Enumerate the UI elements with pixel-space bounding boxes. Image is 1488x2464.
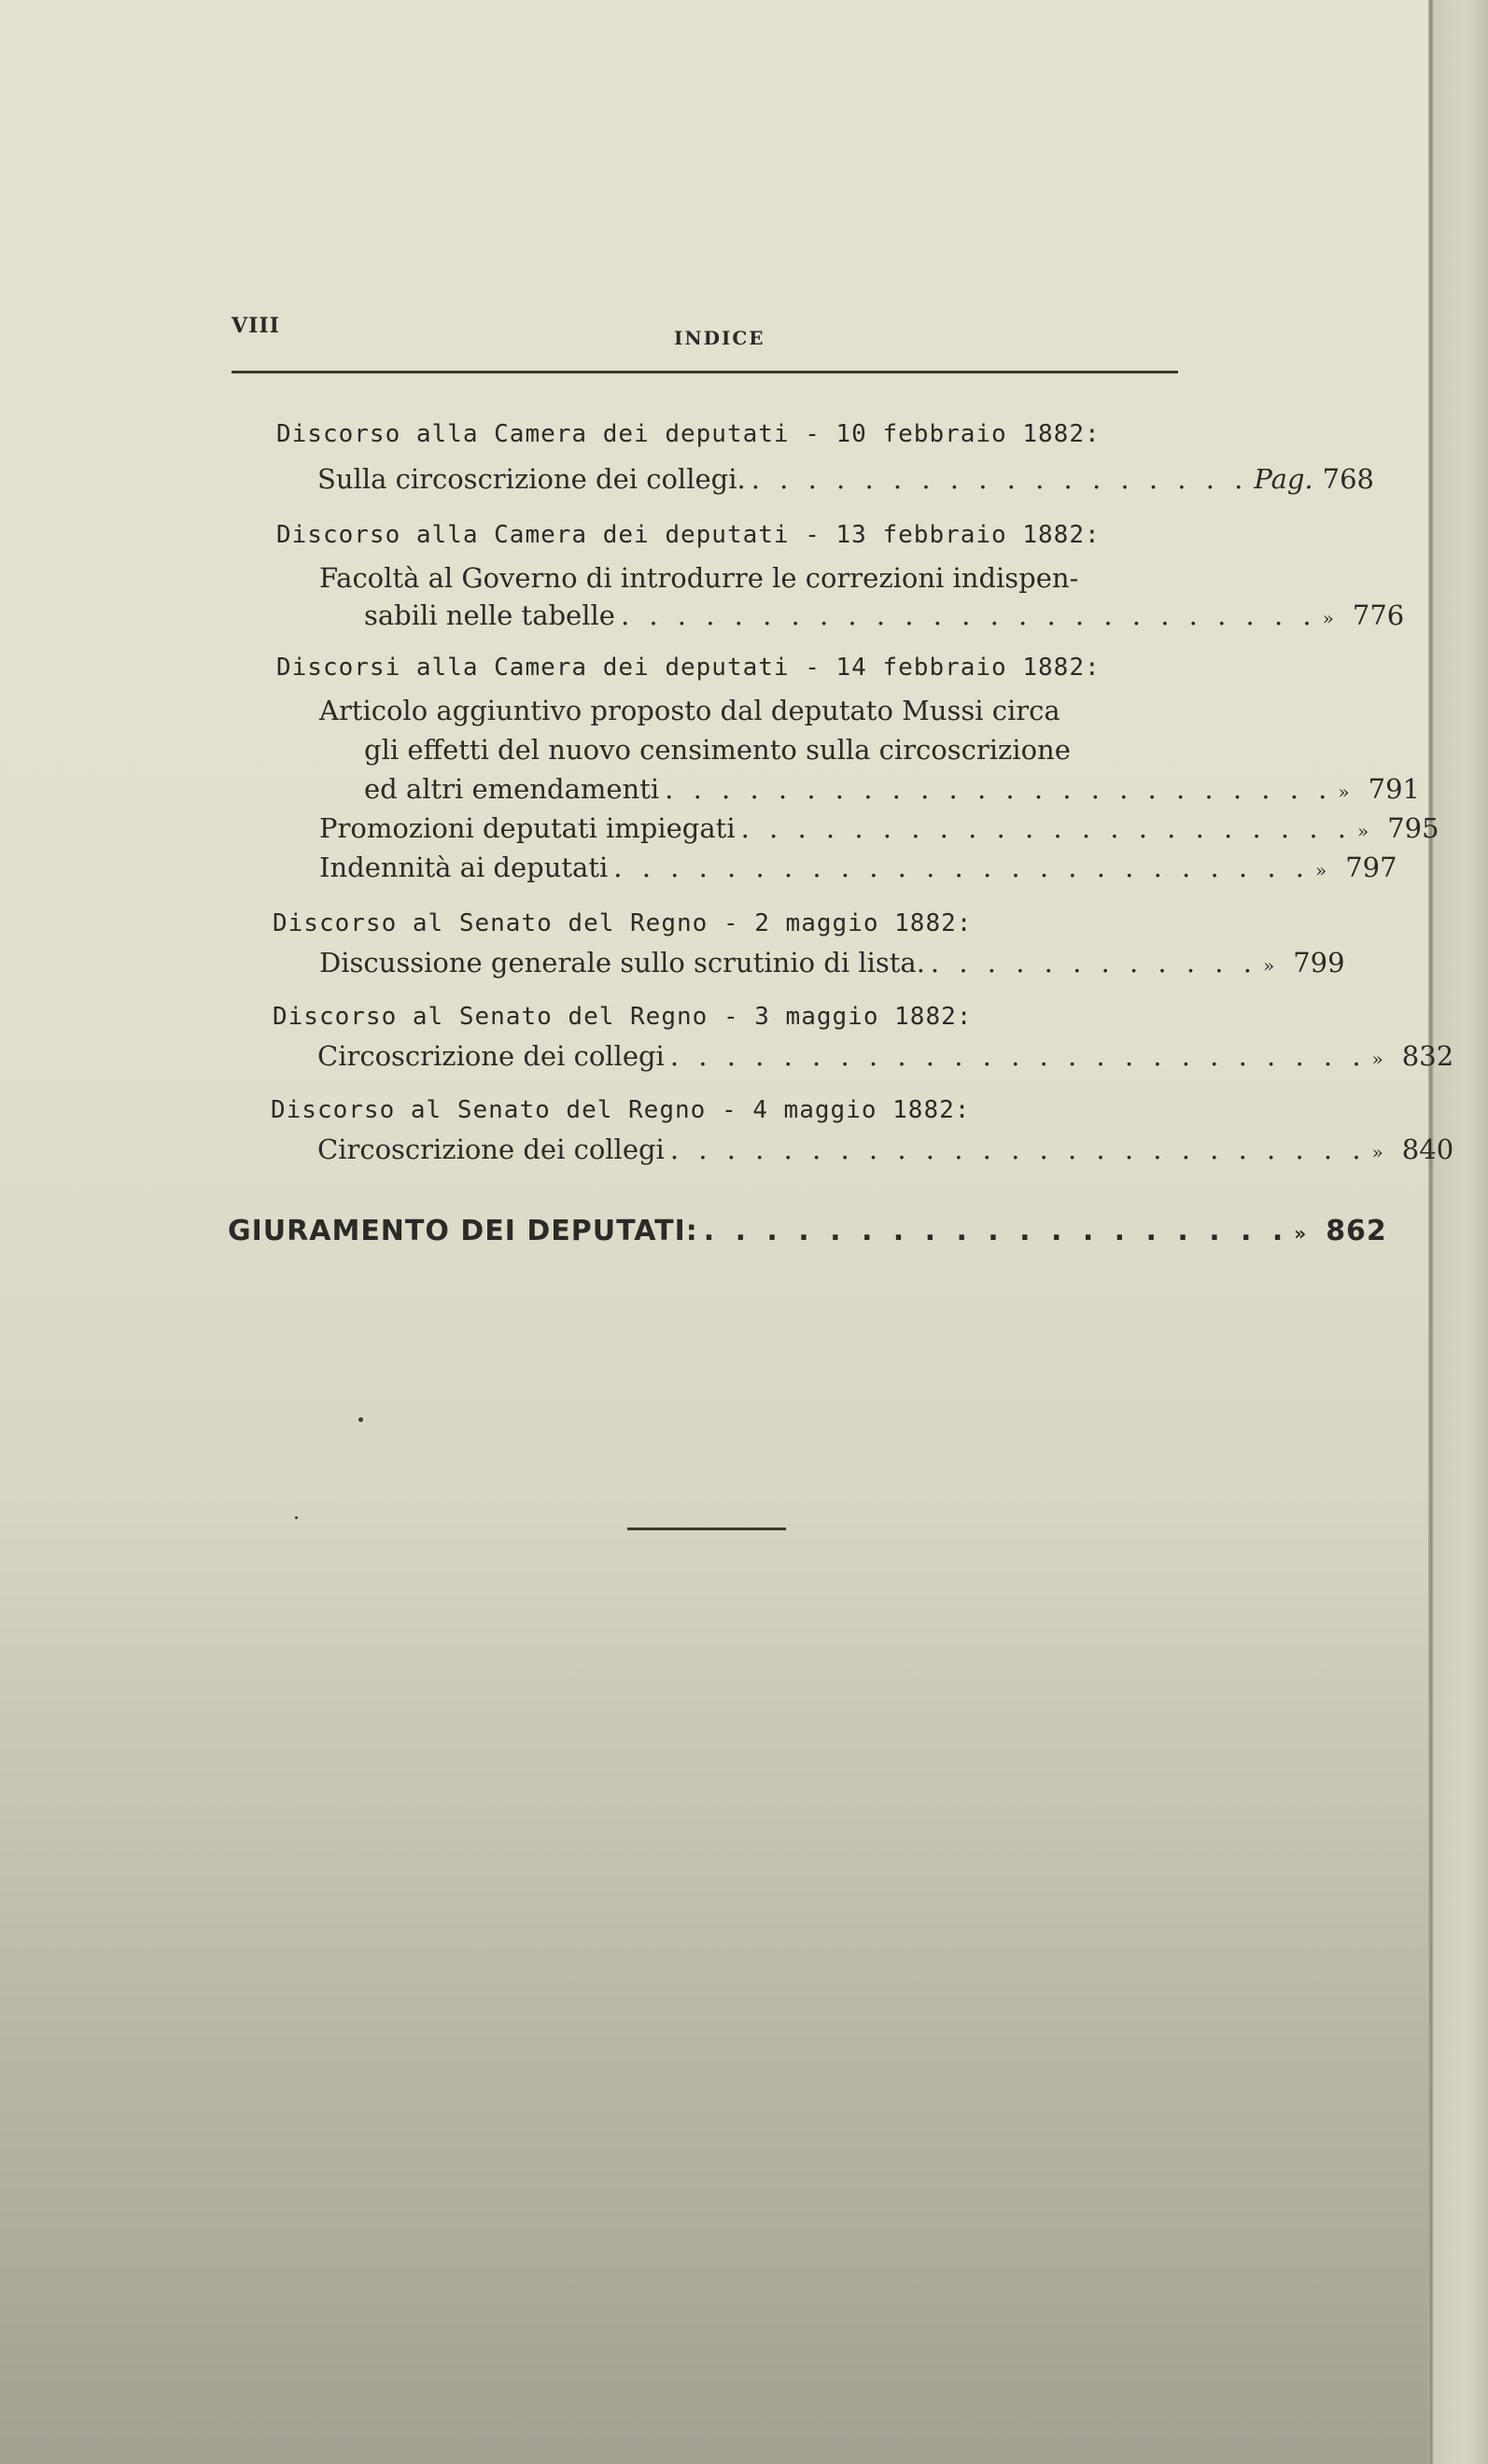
toc-entry-line: Articolo aggiuntivo proposto dal deputato Mussi circa (319, 695, 1060, 726)
toc-entry[interactable]: ed altri emendamenti . . . . . . . . . . . . . . . . . . . . . . . . » 791 (364, 773, 1421, 805)
toc-entry-line: gli effetti del nuovo censimento sulla circoscrizione (364, 734, 1071, 766)
toc-entry[interactable]: Circoscrizione dei collegi . . . . . . . . . . . . . . . . . . . . . . . . . » 832 (317, 1040, 1454, 1072)
toc-entry-giuramento[interactable]: GIURAMENTO DEI DEPUTATI: . . . . . . . . . . . . . . . . . . . » 862 (228, 1215, 1387, 1247)
section-heading: Discorso al Senato del Regno - 4 maggio 1882: (271, 1096, 971, 1124)
running-title: INDICE (674, 327, 765, 349)
section-heading: Discorso al Senato del Regno - 2 maggio 1882: (273, 909, 973, 937)
toc-entry[interactable]: Indennità ai deputati . . . . . . . . . . . . . . . . . . . . . . . . . » 797 (319, 852, 1397, 883)
toc-entry[interactable]: Promozioni deputati impiegati . . . . . . . . . . . . . . . . . . . . . . » 795 (319, 812, 1439, 844)
header-rule (232, 371, 1178, 373)
next-page-strip (1434, 0, 1488, 2464)
page-folio: VIII (232, 314, 280, 338)
section-heading: Discorsi alla Camera dei deputati - 14 febbraio 1882: (276, 654, 1101, 682)
section-heading: Discorso alla Camera dei deputati - 13 febbraio 1882: (276, 521, 1101, 549)
ink-speck (295, 1516, 298, 1519)
toc-entry-line: Facoltà al Governo di introdurre le correzioni indispen- (319, 562, 1079, 594)
toc-entry[interactable]: Sulla circoscrizione dei collegi. . . . . . . . . . . . . . . . . . . Pag. 768 (317, 463, 1375, 495)
toc-entry[interactable]: Circoscrizione dei collegi . . . . . . . . . . . . . . . . . . . . . . . . . » 840 (317, 1133, 1454, 1165)
section-heading: Discorso al Senato del Regno - 3 maggio 1882: (273, 1003, 973, 1031)
closing-rule (627, 1528, 786, 1530)
toc-entry[interactable]: sabili nelle tabelle . . . . . . . . . . . . . . . . . . . . . . . . . » 776 (364, 599, 1405, 631)
ink-speck (358, 1417, 363, 1422)
toc-entry[interactable]: Discussione generale sullo scrutinio di lista. . . . . . . . . . . . . » 799 (319, 947, 1345, 979)
section-heading: Discorso alla Camera dei deputati - 10 febbraio 1882: (276, 420, 1101, 448)
